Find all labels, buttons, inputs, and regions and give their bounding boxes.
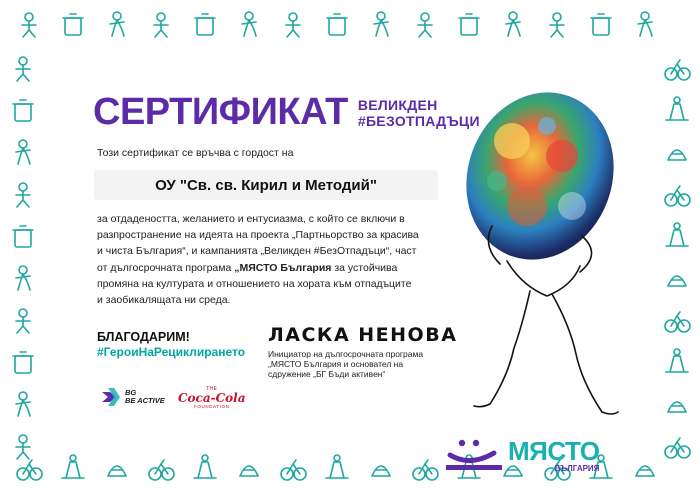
doodle-icon xyxy=(454,8,484,38)
doodle-icon xyxy=(662,94,692,124)
doodle-icon xyxy=(8,94,38,124)
doodle-icon xyxy=(542,8,572,38)
doodle-icon xyxy=(58,452,88,482)
doodle-icon xyxy=(8,220,38,250)
doodle-icon xyxy=(366,452,396,482)
doodle-icon xyxy=(586,8,616,38)
doodle-icon xyxy=(8,430,38,460)
doodle-icon xyxy=(662,136,692,166)
doodle-icon xyxy=(662,178,692,208)
subtitle-line-2: #БЕЗОТПАДЪЦИ xyxy=(357,113,480,129)
intro-text: Този сертификат се връчва с гордост на xyxy=(97,147,294,159)
role-line: сдружение „БГ Бъди активен“ xyxy=(268,369,386,379)
doodle-icon xyxy=(662,52,692,82)
doodle-icon xyxy=(8,178,38,208)
doodle-icon xyxy=(662,262,692,292)
certificate-body xyxy=(97,211,447,308)
doodle-icon xyxy=(410,452,440,482)
doodle-icon xyxy=(146,8,176,38)
body-text-fragment: от дългосрочната програма xyxy=(97,261,235,274)
bg-be-active-logo xyxy=(102,388,165,406)
myasto-bulgaria-logo xyxy=(446,433,599,473)
signature-role xyxy=(268,349,468,379)
doodle-icon xyxy=(662,220,692,250)
coca-cola-foundation-logo xyxy=(178,386,246,409)
doodle-icon xyxy=(14,8,44,38)
body-line: и заобикалящата ни среда. xyxy=(97,294,231,307)
recipient-name: ОУ "Св. св. Кирил и Методий" xyxy=(155,176,377,194)
subtitle-line-1: ВЕЛИКДЕН xyxy=(357,97,438,113)
hashtag: #ГероиНаРециклирането xyxy=(97,345,246,359)
doodle-icon xyxy=(8,346,38,376)
recipient-box xyxy=(94,170,438,200)
doodle-icon xyxy=(662,430,692,460)
myasto-word: МЯСТО xyxy=(508,436,600,466)
role-line: „МЯСТО България и основател на xyxy=(268,359,404,369)
doodle-icon xyxy=(278,452,308,482)
doodle-icon xyxy=(662,346,692,376)
doodle-icon xyxy=(630,8,660,38)
body-line: за отдадеността, желанието и ентусиазма, с който се включи в xyxy=(97,213,405,225)
myasto-country: БЪЛГАРИЯ xyxy=(554,464,600,473)
doodle-icon xyxy=(8,52,38,82)
doodle-icon xyxy=(146,452,176,482)
doodle-icon xyxy=(234,452,264,482)
doodle-icon xyxy=(8,388,38,418)
cc-bottom-text: FOUNDATION xyxy=(194,404,230,409)
body-line: разпространение на идеята на проекта „Партньорство за красива xyxy=(97,229,419,242)
doodle-icon xyxy=(234,8,264,38)
doodle-icon xyxy=(630,452,660,482)
cc-top-text: THE xyxy=(206,386,218,392)
doodle-icon xyxy=(8,136,38,166)
doodle-icon xyxy=(322,452,352,482)
doodle-icon xyxy=(498,8,528,38)
doodle-icon xyxy=(8,262,38,292)
bg-active-line-2: BE ACTIVE xyxy=(125,396,165,405)
certificate-title: СЕРТИФИКАТ xyxy=(93,91,348,133)
body-text-fragment: за устойчива xyxy=(331,261,398,274)
doodle-icon xyxy=(662,304,692,334)
signature-name: ЛАСКА НЕНОВА xyxy=(268,324,458,346)
certificate-header xyxy=(93,92,480,132)
doodle-icon xyxy=(102,452,132,482)
doodle-icon xyxy=(662,388,692,418)
doodle-icon xyxy=(278,8,308,38)
bg-active-arrow-icon xyxy=(102,388,122,406)
doodle-icon xyxy=(366,8,396,38)
doodle-icon xyxy=(322,8,352,38)
painted-egg xyxy=(452,86,632,280)
body-line xyxy=(97,260,447,276)
doodle-icon xyxy=(190,452,220,482)
bg-active-line-1: BG xyxy=(125,388,137,397)
body-line: и чиста България“, и кампанията „Великден #БезОтпадъци“, част xyxy=(97,245,417,258)
doodle-icon xyxy=(102,8,132,38)
cc-main-text: Coca-Cola xyxy=(178,391,246,405)
role-line: Инициатор на дългосрочната програма xyxy=(268,349,424,359)
body-line: промяна на културата и отношението на хората към отпадъците xyxy=(97,277,412,290)
doodle-icon xyxy=(58,8,88,38)
egg-carrier-illustration xyxy=(452,86,632,426)
thanks-heading: БЛАГОДАРИМ! xyxy=(97,330,190,344)
doodle-icon xyxy=(190,8,220,38)
program-name: „МЯСТО България xyxy=(234,261,332,274)
doodle-icon xyxy=(410,8,440,38)
smile-logo-icon xyxy=(446,433,504,473)
doodle-icon xyxy=(8,304,38,334)
